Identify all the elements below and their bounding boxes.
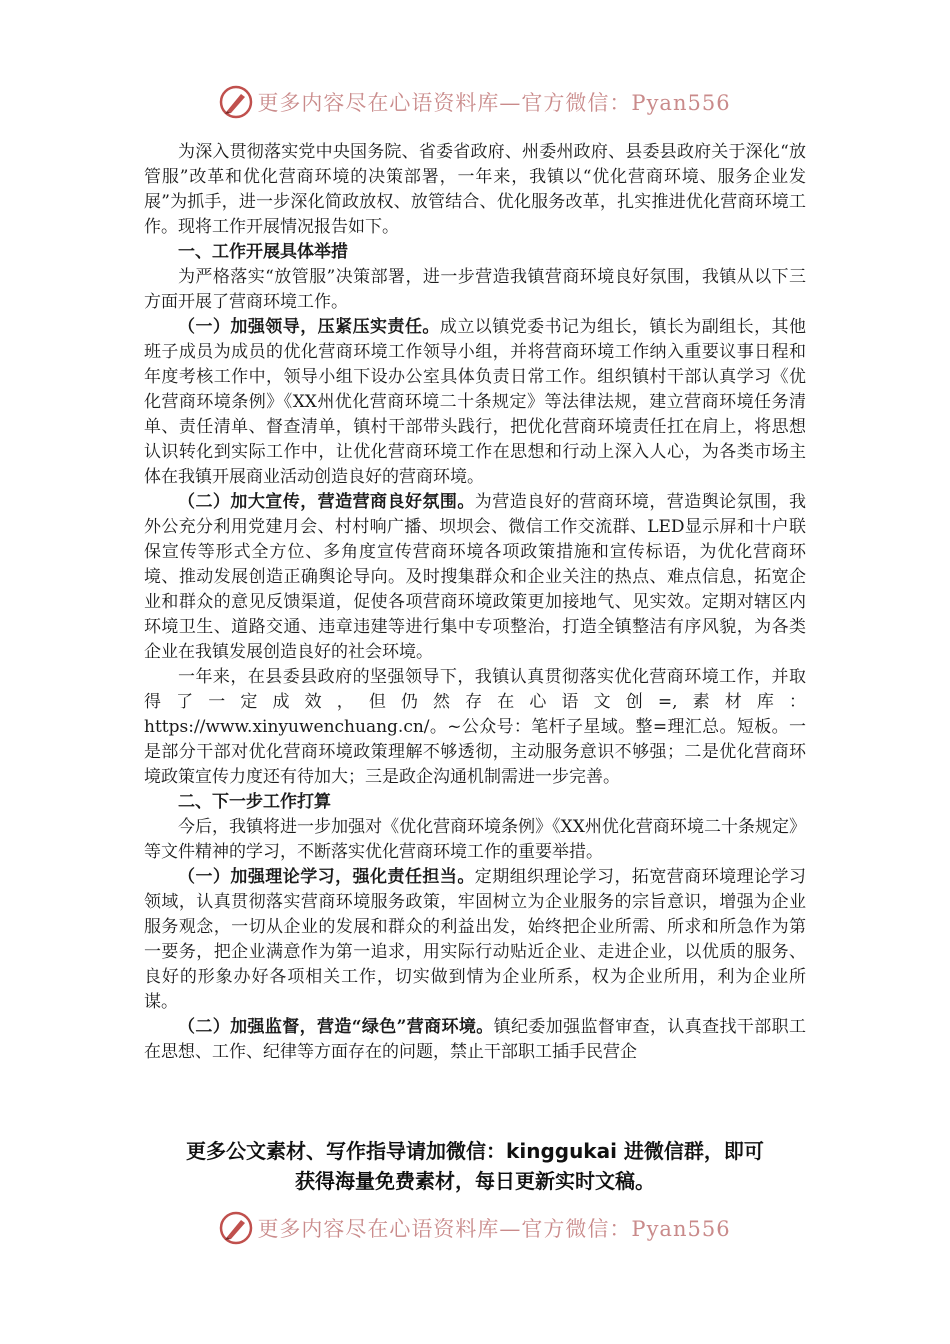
section-heading-1: 一、工作开展具体举措 [178,242,348,262]
paragraph-summary: 一年来，在县委县政府的坚强领导下，我镇认真贯彻落实优化营商环境工作，并取得了一定成效，但仍然存在心语文创=,素材库：https://www.xinyuwenchuang.cn/。~公众号：笔杆子星域。整=理汇总。短板。一是部分干部对优化营商环境政策理解不够透彻，主动服务意识不够强；二是优化营商环境政策宣传力度还有待加大；三是政企沟通机制需进一步完善。 [144,667,806,787]
paragraph-publicity: （二）加大宣传，营造营商良好氛围。为营造良好的营商环境，营造舆论氛围，我外公充分利用党建月会、村村响广播、坝坝会、微信工作交流群、LED显示屏和十户联保宣传等形式全方位、多角度宣传营商环境各项政策措施和宣传标语，为优化营商环境、推动发展创造正确舆论导向。及时搜集群众和企业关注的热点、难点信息，拓宽企业和群众的意见反馈渠道，促使各项营商环境政策更加接地气、见实效。定期对辖区内环境卫生、道路交通、违章违建等进行集中专项整治，打造全镇整洁有序风貌，为各类企业在我镇发展创造良好的社会环境。 [144,492,807,662]
paragraph-leadership: （一）加强领导，压紧压实责任。成立以镇党委书记为组长，镇长为副组长，其他班子成员为成员的优化营商环境工作领导小组，并将营商环境工作纳入重要议事日程和年度考核工作中，领导小组下设办公室具体负责日常工作。组织镇村干部认真学习《优化营商环境条例》《XX州优化营商环境二十条规定》等法律法规，建立营商环境任务清单、责任清单、督查清单，镇村干部带头践行，把优化营商环境责任扛在肩上，将思想认识转化到实际工作中，让优化营商环境工作在思想和行动上深入人心，为各类市场主体在我镇开展商业活动创造良好的营商环境。 [144,317,807,487]
banner-text: 更多内容尽在心语资料库—官方微信：Pyan556 [257,91,731,115]
notice-line-2: 获得海量免费素材，每日更新实时文稿。 [295,1169,655,1193]
section-heading-2: 二、下一步工作打算 [178,792,331,812]
footer-banner [0,1208,950,1248]
wechat-notice [120,1136,830,1196]
banner-text: 更多内容尽在心语资料库—官方微信：Pyan556 [257,1217,731,1241]
paragraph-supervision: （二）加强监督，营造“绿色”营商环境。镇纪委加强监督审查，认真查找干部职工在思想、工作、纪律等方面存在的问题，禁止干部职工插手民营企 [144,1017,807,1062]
paragraph-intro: 为深入贯彻落实党中央国务院、省委省政府、州委州政府、县委县政府关于深化“放管服”改革和优化营商环境的决策部署，一年来，我镇以“优化营商环境、服务企业发展”为抓手，进一步深化简政放权、放管结合、优化服务改革，扎实推进优化营商环境工作。现将工作开展情况报告如下。 [144,142,806,237]
pen-logo-icon [219,85,253,119]
paragraph-study: （一）加强理论学习，强化责任担当。定期组织理论学习，拓宽营商环境理论学习领域，认真贯彻落实营商环境服务政策，牢固树立为企业服务的宗旨意识，增强为企业服务观念，一切从企业的发展和群众的利益出发，始终把企业所需、所求和所急作为第一要务，把企业满意作为第一追求，用实际行动贴近企业、走进企业，以优质的服务、良好的形象办好各项相关工作，切实做到情为企业所系，权为企业所用，利为企业所谋。 [144,867,807,1012]
notice-line-1: 更多公文素材、写作指导请加微信：kinggukai 进微信群，即可 [186,1139,764,1163]
paragraph-overview: 为严格落实“放管服”决策部署，进一步营造我镇营商环境良好氛围，我镇从以下三方面开展了营商环境工作。 [144,267,806,312]
document-body [144,140,806,1065]
header-banner [0,82,950,122]
paragraph-plan: 今后，我镇将进一步加强对《优化营商环境条例》《XX州优化营商环境二十条规定》等文件精神的学习，不断落实优化营商环境工作的重要举措。 [144,817,806,862]
pen-logo-icon [219,1211,253,1245]
